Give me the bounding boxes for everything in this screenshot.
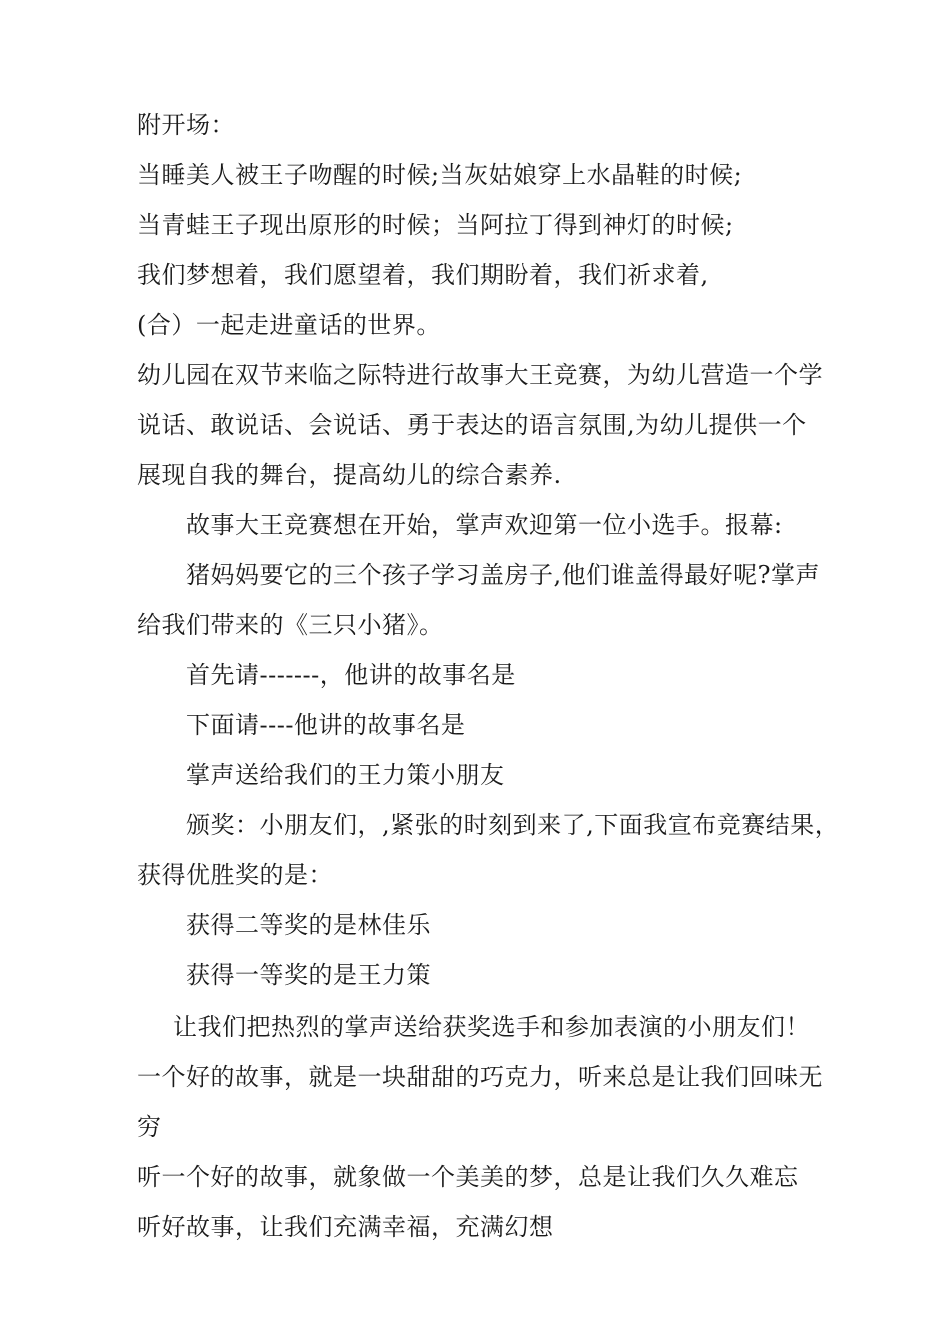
text-line: 我们梦想着，我们愿望着，我们期盼着，我们祈求着, bbox=[137, 261, 709, 289]
text-line: 下面请----他讲的故事名是 bbox=[186, 711, 466, 739]
text-line: 获得优胜奖的是： bbox=[137, 861, 333, 889]
text-line: 颁奖：小朋友们，,紧张的时刻到来了,下面我宣布竞赛结果， bbox=[186, 811, 840, 839]
text-line: 一个好的故事，就是一块甜甜的巧克力，听来总是让我们回味无 bbox=[137, 1063, 823, 1091]
text-line: 当睡美人被王子吻醒的时候;当灰姑娘穿上水晶鞋的时候; bbox=[137, 161, 743, 189]
text-line: (合）一起走进童话的世界。 bbox=[137, 311, 441, 339]
text-line: 幼儿园在双节来临之际特进行故事大王竞赛，为幼儿营造一个学 bbox=[137, 361, 823, 389]
text-line: 给我们带来的《三只小猪》。 bbox=[137, 611, 444, 639]
text-line: 穷 bbox=[137, 1113, 162, 1141]
text-line: 猪妈妈要它的三个孩子学习盖房子,他们谁盖得最好呢?掌声 bbox=[186, 561, 820, 589]
text-line-opening: 附开场： bbox=[137, 111, 235, 139]
text-line: 掌声送给我们的王力策小朋友 bbox=[186, 761, 505, 789]
text-line: 当青蛙王子现出原形的时候；当阿拉丁得到神灯的时候; bbox=[137, 211, 734, 239]
text-line: 首先请-------，他讲的故事名是 bbox=[186, 661, 516, 689]
text-line: 听好故事，让我们充满幸福，充满幻想 bbox=[137, 1213, 554, 1241]
text-line: 让我们把热烈的掌声送给获奖选手和参加表演的小朋友们！ bbox=[173, 1013, 810, 1041]
text-line: 获得二等奖的是林佳乐 bbox=[186, 911, 431, 939]
text-line: 故事大王竞赛想在开始，掌声欢迎第一位小选手。报幕: bbox=[186, 511, 783, 539]
text-line: 说话、敢说话、会说话、勇于表达的语言氛围,为幼儿提供一个 bbox=[137, 411, 807, 439]
text-line: 听一个好的故事，就象做一个美美的梦，总是让我们久久难忘 bbox=[137, 1163, 799, 1191]
text-line: 展现自我的舞台，提高幼儿的综合素养. bbox=[137, 461, 562, 489]
text-line: 获得一等奖的是王力策 bbox=[186, 961, 431, 989]
